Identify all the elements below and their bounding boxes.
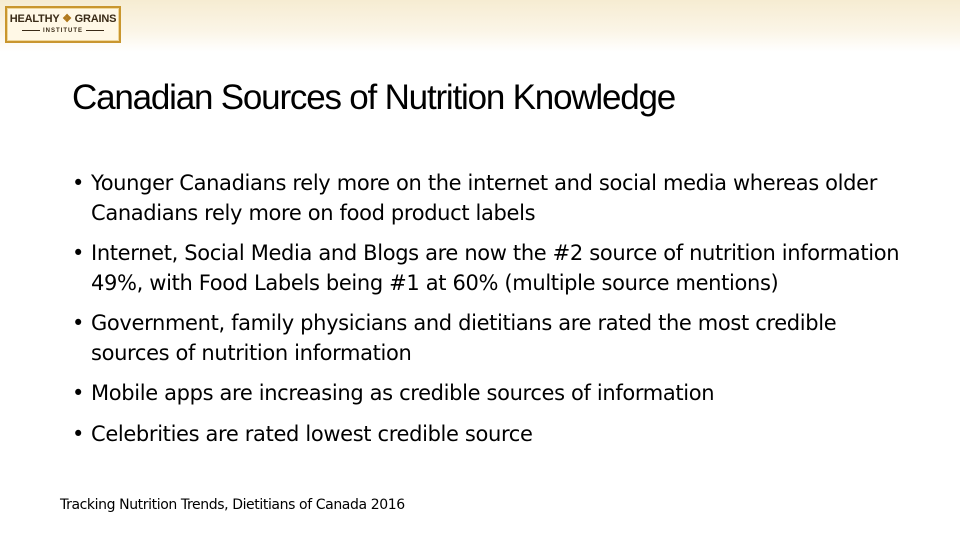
bullet-item bbox=[72, 169, 902, 228]
bullet-item bbox=[72, 420, 902, 450]
bullet-text: Younger Canadians rely more on the internet and social media whereas older Canadians rely more on food product labels bbox=[91, 171, 877, 225]
bullet-text: Celebrities are rated lowest credible source bbox=[91, 421, 533, 446]
logo-subtitle: INSTITUTE bbox=[7, 28, 119, 34]
bullet-icon: • bbox=[72, 381, 85, 405]
bullet-text: Government, family physicians and dietitians are rated the most credible sources of nutrition information bbox=[91, 311, 837, 365]
slide-title: Canadian Sources of Nutrition Knowledge bbox=[72, 78, 676, 117]
source-citation: Tracking Nutrition Trends, Dietitians of Canada 2016 bbox=[60, 497, 405, 513]
bullet-icon: • bbox=[72, 421, 85, 446]
logo-name-left: HEALTHY bbox=[9, 13, 60, 25]
bullet-text: Mobile apps are increasing as credible sources of information bbox=[91, 381, 715, 405]
header-band bbox=[0, 0, 960, 52]
logo-name-right: GRAINS bbox=[74, 13, 117, 25]
bullet-item bbox=[72, 239, 902, 298]
bullet-list bbox=[72, 169, 902, 460]
wheat-icon: ❖ bbox=[62, 13, 72, 25]
bullet-icon: • bbox=[72, 311, 85, 335]
logo-wordmark bbox=[7, 12, 119, 25]
bullet-item bbox=[72, 379, 902, 409]
bullet-text: Internet, Social Media and Blogs are now the #2 source of nutrition information 49%, with Food Labels being #1 at 60% (multiple source mentions) bbox=[91, 241, 900, 295]
bullet-icon: • bbox=[72, 241, 85, 265]
bullet-icon: • bbox=[72, 171, 85, 195]
bullet-item bbox=[72, 309, 902, 368]
healthy-grains-logo bbox=[5, 6, 121, 43]
